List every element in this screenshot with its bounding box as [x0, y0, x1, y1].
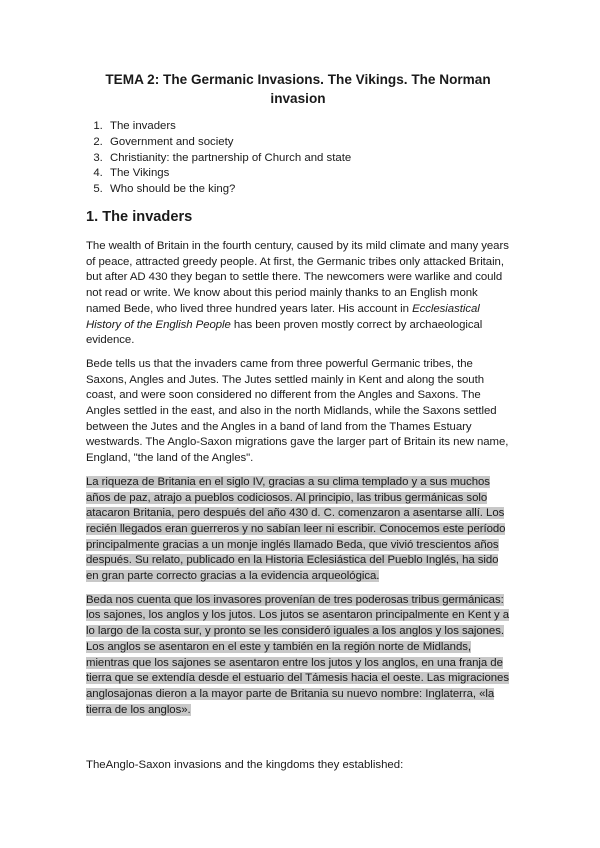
- toc-item: 3. Christianity: the partnership of Church and state: [106, 151, 510, 167]
- paragraph-1: [86, 239, 510, 349]
- paragraph-2: Bede tells us that the invaders came from three powerful Germanic tribes, the Saxons, Angles and Jutes. The Jutes settled mainly in Kent and along the south coast, and were soon considered no different from the Angles and Saxons. The Angles settled in the east, and also in the north Midlands, while the Saxons settled between the Jutes and the Angles in a band of land from the Thames Estuary westwards. The Anglo-Saxon migrations gave the larger part of Britain its new name, England, "the land of the Angles".: [86, 357, 509, 465]
- highlighted-text: La riqueza de Britania en el siglo IV, gracias a su clima templado y a sus muchos años de paz, atrajo a pueblos codiciosos. Al principio, las tribus germánicas solo atacaron Britania, pero después del año 430 d. C. comenzaron a asentarse allí. Los recién llegados eran guerreros y no sabían leer ni escribir. Conocemos este período principalmente gracias a un monje inglés llamado Beda, que vivió trescientos años después. Su relato, publicado en la Historia Eclesiástica del Pueblo Inglés, ha sido en gran parte correcto gracias a la evidencia arqueológica.: [86, 475, 506, 583]
- section-heading: 1. The invaders: [86, 208, 193, 225]
- paragraph-1-text-b: has been proven mostly correct by archaeological evidence.: [86, 318, 483, 347]
- highlighted-text: Beda nos cuenta que los invasores provenían de tres poderosas tribus germánicas: los sajones, los anglos y los jutos. Los jutos se asentaron principalmente en Kent y a lo largo de la costa sur, y pronto se les consideró iguales a los anglos y los sajones. Los anglos se asentaron en el este y también en la región norte de Midlands, mientras que los sajones se asentaron entre los jutos y los anglos, en una franja de tierra que se extendía desde el estuario del Támesis hacia el oeste. Las migraciones anglosajonas dieron a la mayor parte de Britania su nuevo nombre: Inglaterra, «la tierra de los anglos».: [86, 593, 510, 716]
- book-title: Ecclesiastical History of the English People: [86, 302, 480, 331]
- paragraph-1-text-a: The wealth of Britain in the fourth century, caused by its mild climate and many years of peace, attracted greedy people. At first, the Germanic tribes only attacked Britain, but after AD 430 they began to settle there. The newcomers were warlike and could not read or write. We know about this period mainly thanks to an English monk named Bede, who lived three hundred years later. His account in: [86, 239, 509, 315]
- toc-item: 5. Who should be the king?: [106, 182, 510, 198]
- page-title: TEMA 2: The Germanic Invasions. The Vikings. The Norman invasion: [105, 72, 491, 106]
- document-page: [86, 70, 510, 774]
- table-of-contents: [86, 119, 510, 198]
- paragraph-4-translation: [86, 593, 510, 719]
- figure-caption: TheAnglo-Saxon invasions and the kingdoms they established:: [86, 759, 404, 772]
- toc-item: 2. Government and society: [106, 135, 510, 151]
- toc-item: 4. The Vikings: [106, 166, 510, 182]
- paragraph-3-translation: [86, 475, 510, 585]
- toc-item: 1. The invaders: [106, 119, 510, 135]
